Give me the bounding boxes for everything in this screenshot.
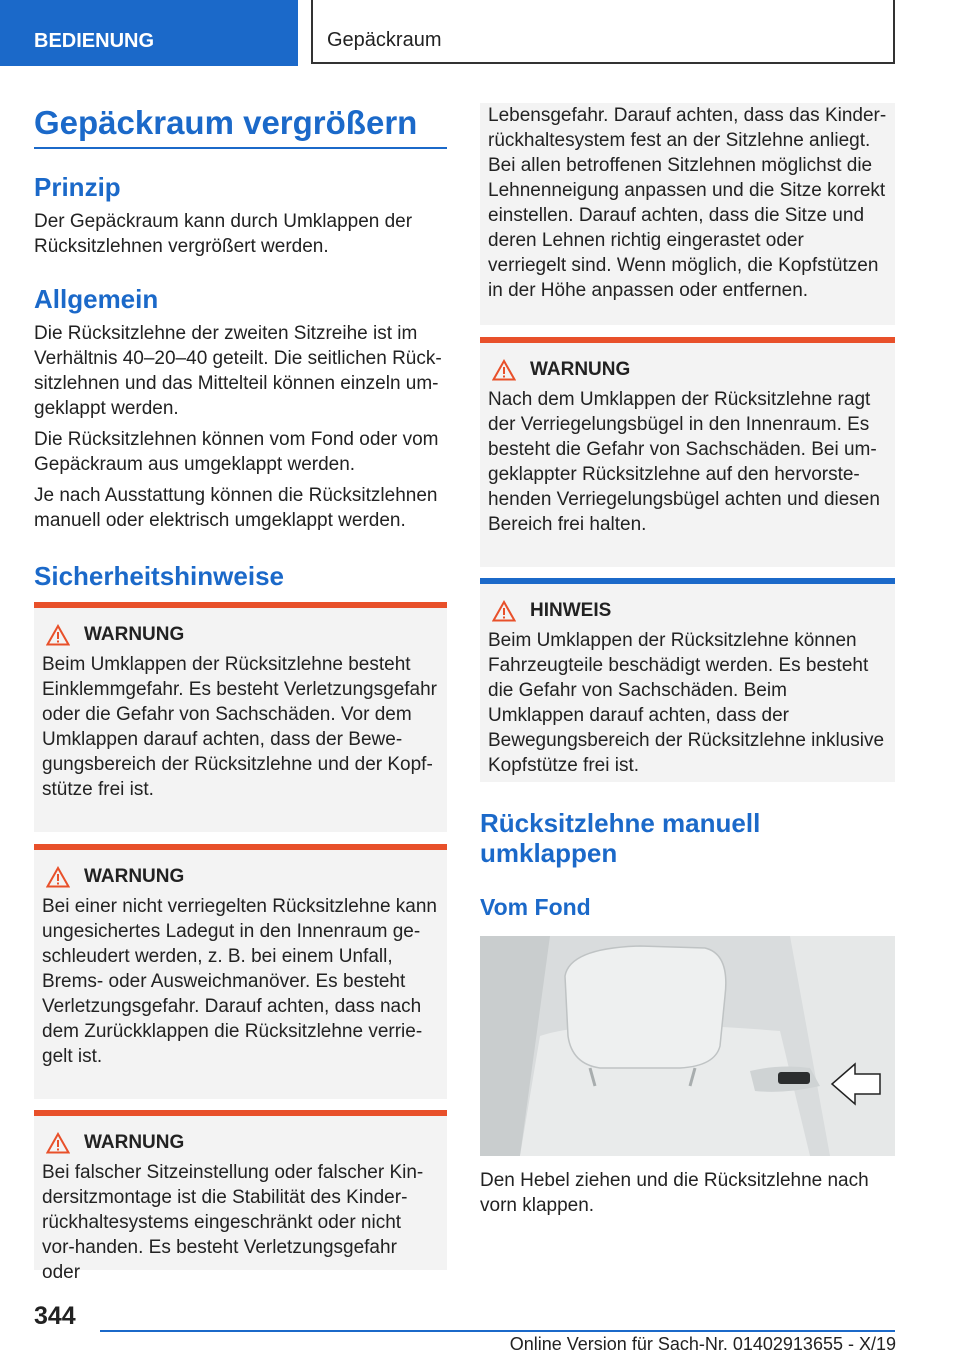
note-label: HINWEIS xyxy=(530,600,612,621)
section-allgemein xyxy=(34,284,447,533)
heading-allgemein: Allgemein xyxy=(34,284,159,314)
page-number: 344 xyxy=(34,1302,76,1330)
warning-triangle-icon xyxy=(46,624,70,646)
warning-box-3-continued xyxy=(480,103,895,325)
note-title xyxy=(492,600,887,622)
warning-text-2: Bei einer nicht verriegelten Rücksitzlehne kann ungesichertes Ladegut in den Innenraum ge-schleudert werden, z. B. bei einem Unfall, Brems- oder Ausweichmanöver. Es besteht Verletzungsgefahr. Darauf achten, dass nach dem Zurückklappen die Rücksitzlehne verrie-gelt ist. xyxy=(42,896,437,1067)
warning-text-4: Nach dem Umklappen der Rücksitzlehne ragt der Verriegelungsbügel in den Innenraum. Es besteht die Gefahr von Sachschäden. Bei um-geklappter Rücksitzlehne auf den hervorste-henden Verriegelungsbügel achten und diesen Bereich frei halten. xyxy=(488,389,880,535)
section-prinzip xyxy=(34,172,447,259)
text-allgemein-3: Je nach Ausstattung können die Rücksitzlehnen manuell oder elektrisch umgeklappt werden. xyxy=(34,485,438,531)
seat-image xyxy=(480,936,895,1156)
footer-rule xyxy=(100,1330,895,1332)
heading-vom-fond: Vom Fond xyxy=(480,894,591,920)
seat-illustration xyxy=(480,936,895,1156)
page-title: Gepäckraum vergrößern xyxy=(34,104,418,141)
warning-triangle-icon xyxy=(46,1132,70,1154)
warning-box-2 xyxy=(34,844,447,1099)
warning-triangle-icon xyxy=(492,600,516,622)
warning-box-3 xyxy=(34,1110,447,1283)
warning-box-4 xyxy=(480,337,895,567)
warning-title-3 xyxy=(46,1132,439,1154)
note-text: Beim Umklappen der Rücksitzlehne können Fahrzeugteile beschädigt werden. Es besteht die Gefahr von Sachschäden. Beim Umklappen darauf achten, dass der Bewegungsbereich der Rücksitzlehne inklusive Kopfstütze frei ist. xyxy=(488,630,885,776)
warning-text-3: Bei falscher Sitzeinstellung oder falscher Kin-dersitzmontage ist die Stabilität des Kinder-rückhaltesystems eingeschränkt oder nicht vor-handen. Es besteht Verletzungsgefahr oder xyxy=(42,1162,424,1283)
warning-title-2 xyxy=(46,866,439,888)
heading-manuell: Rücksitzlehne manuell umklappen xyxy=(480,808,761,868)
caption-vom-fond: Den Hebel ziehen und die Rücksitzlehne nach vorn klappen. xyxy=(480,1170,869,1216)
heading-sicherheit: Sicherheitshinweise xyxy=(34,561,284,591)
warning-triangle-icon xyxy=(492,359,516,381)
warning-label-1: WARNUNG xyxy=(84,624,185,645)
warning-triangle-icon xyxy=(46,866,70,888)
section-tab: BEDIENUNG xyxy=(0,0,298,66)
warning-label-4: WARNUNG xyxy=(530,359,631,380)
warning-title-1 xyxy=(46,624,439,646)
text-allgemein-2: Die Rücksitzlehnen können vom Fond oder vom Gepäckraum aus umgeklappt werden. xyxy=(34,429,439,475)
warning-box-1 xyxy=(34,602,447,832)
warning-text-1: Beim Umklappen der Rücksitzlehne besteht Einklemmgefahr. Es besteht Verletzungsgefahr oder die Gefahr von Sachschäden. Vor dem Umklappen darauf achten, dass der Bewe-gungsbereich der Rücksitzlehne und der Kopf-stütze frei ist. xyxy=(42,654,438,800)
warning-label-2: WARNUNG xyxy=(84,866,185,887)
chapter-tab: Gepäckraum xyxy=(311,0,895,64)
heading-prinzip: Prinzip xyxy=(34,172,121,202)
text-prinzip: Der Gepäckraum kann durch Umklappen der Rücksitzlehnen vergrößert werden. xyxy=(34,211,413,257)
text-allgemein-1: Die Rücksitzlehne der zweiten Sitzreihe ist im Verhältnis 40–20–40 geteilt. Die seitlichen Rück-sitzlehnen und das Mittelteil können einzeln um-geklappt werden. xyxy=(34,323,442,419)
warning-label-3: WARNUNG xyxy=(84,1132,185,1153)
footer-online-version: Online Version für Sach-Nr. 01402913655 - X/19 xyxy=(509,1334,896,1354)
warning-title-4 xyxy=(492,359,887,381)
warning-text-3-continued: Lebensgefahr. Darauf achten, dass das Kinder-rückhaltesystem fest an der Sitzlehne anliegt. Bei allen betroffenen Sitzlehnen möglichst die Lehnenneigung anpassen und die Sitze korrekt einstellen. Darauf achten, dass die Sitze und deren Lehnen richtig eingerastet oder verriegelt sind. Wenn möglich, die Kopfstützen in der Höhe anpassen oder entfernen. xyxy=(488,105,887,301)
title-rule xyxy=(34,147,447,149)
note-box xyxy=(480,578,895,782)
